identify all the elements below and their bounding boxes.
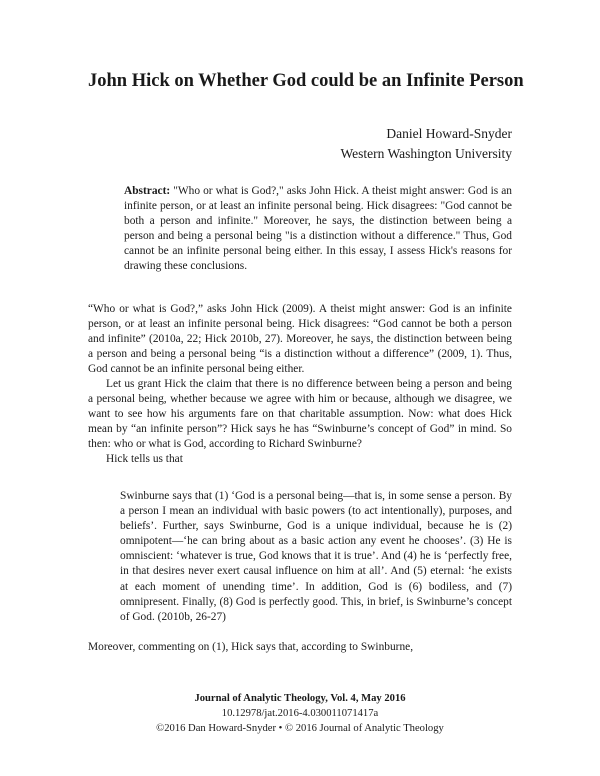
- footer-copyright: ©2016 Dan Howard-Snyder • © 2016 Journal of Analytic Theology: [156, 723, 444, 734]
- author-name: Daniel Howard-Snyder: [386, 126, 512, 141]
- author-affiliation: Western Washington University: [340, 146, 512, 161]
- footer-doi: 10.12978/jat.2016-4.030011071417a: [221, 708, 379, 719]
- abstract: [124, 184, 512, 274]
- paper-title: John Hick on Whether God could be an Infinite Person: [88, 71, 524, 91]
- body-text: [88, 302, 512, 467]
- page-footer: [88, 691, 512, 736]
- footer-journal: Journal of Analytic Theology, Vol. 4, May 2016: [194, 693, 406, 704]
- paragraph-2: Let us grant Hick the claim that there is no difference between being a person and being a personal being, whether because we agree with him or because, although we disagree, we want to see how his arguments fare on that charitable assumption. Now: what does Hick mean by “an infinite person”? Hick says he has “Swinburne’s concept of God” in mind. So then: who or what is God, according to Richard Swinburne?: [88, 378, 512, 450]
- paragraph-3: Hick tells us that: [106, 453, 183, 465]
- block-quote: Swinburne says that (1) ‘God is a personal being—that is, in some sense a person. By a person I mean an individual with basic powers (to act intentionally), purposes, and beliefs’. Further, says Swinburne, God is a unique individual, because he is (2) omnipotent—‘he can bring about as a basic action any event he chooses’. (3) He is omniscient: ‘whatever is true, God knows that it is true’. And (4) he is ‘perfectly free, in that desires never exert causal influence on him at all’. And (5) eternal: ‘he exists at each moment of unending time’. In addition, God is (6) bodiless, and (7) omnipresent. Finally, (8) God is perfectly good. This, in brief, is Swinburne’s concept of God. (2010b, 26-27): [120, 490, 512, 623]
- paragraph-1: “Who or what is God?,” asks John Hick (2009). A theist might answer: God is an infinite person, or at least an infinite personal being. Hick disagrees: “God cannot be both a person and infinite” (2010a, 22; Hick 2010b, 27). Moreover, he says, the distinction between being a person and being a personal being “is a distinction without a difference” (2009, 1). Thus, God cannot be an infinite personal being either.: [88, 303, 512, 375]
- author-block: [340, 124, 512, 164]
- abstract-text: "Who or what is God?," asks John Hick. A theist might answer: God is an infinite person, or at least an infinite personal being. Hick disagrees: "God cannot be both a person and infinite." Moreover, he says, the distinction between being a person and being a personal being "is a distinction without a difference." Thus, God cannot be an infinite personal being either. In this essay, I assess Hick's reasons for drawing these conclusions.: [124, 185, 512, 272]
- abstract-label: Abstract:: [124, 185, 171, 197]
- paragraph-after-quote: Moreover, commenting on (1), Hick says that, according to Swinburne,: [88, 641, 414, 653]
